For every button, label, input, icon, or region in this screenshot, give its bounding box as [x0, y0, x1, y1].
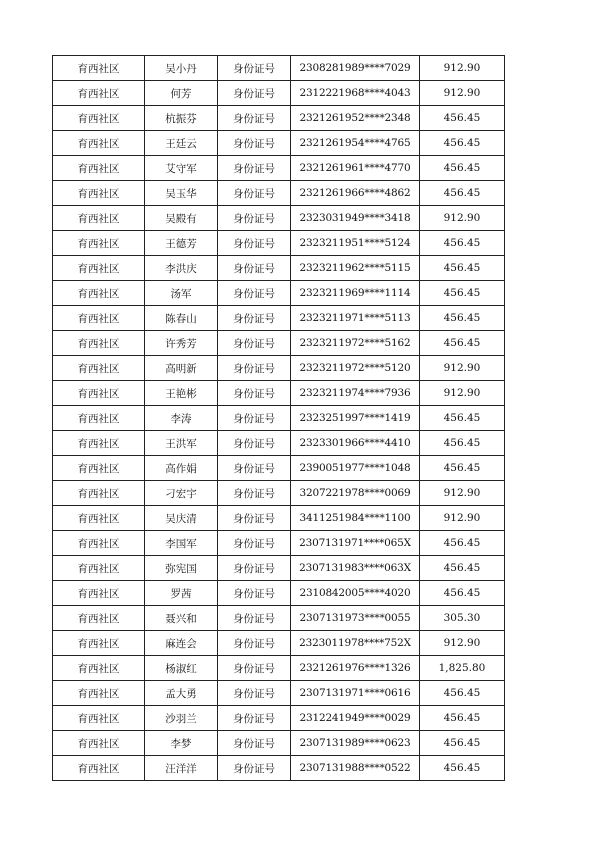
table-row	[53, 456, 505, 481]
amount-cell: 456.45	[420, 106, 505, 131]
table-row	[53, 181, 505, 206]
community-cell: 育西社区	[53, 606, 145, 631]
amount-cell: 912.90	[420, 631, 505, 656]
name-cell: 高作娟	[145, 456, 218, 481]
community-cell: 育西社区	[53, 681, 145, 706]
id-type-cell: 身份证号	[218, 81, 291, 106]
id-number-cell: 3207221978****0069	[291, 481, 420, 506]
id-type-cell: 身份证号	[218, 356, 291, 381]
name-cell: 吴庆清	[145, 506, 218, 531]
table-row	[53, 681, 505, 706]
table-row	[53, 81, 505, 106]
amount-cell: 456.45	[420, 556, 505, 581]
id-number-cell: 2323031949****3418	[291, 206, 420, 231]
amount-cell: 456.45	[420, 231, 505, 256]
community-cell: 育西社区	[53, 656, 145, 681]
id-number-cell: 2390051977****1048	[291, 456, 420, 481]
community-cell: 育西社区	[53, 106, 145, 131]
id-number-cell: 2323011978****752X	[291, 631, 420, 656]
amount-cell: 456.45	[420, 431, 505, 456]
name-cell: 王艳彬	[145, 381, 218, 406]
table-row	[53, 206, 505, 231]
community-cell: 育西社区	[53, 331, 145, 356]
table-row	[53, 706, 505, 731]
name-cell: 李洪庆	[145, 256, 218, 281]
table-row	[53, 631, 505, 656]
table-row	[53, 431, 505, 456]
id-number-cell: 2321261966****4862	[291, 181, 420, 206]
name-cell: 李梦	[145, 731, 218, 756]
name-cell: 孟大勇	[145, 681, 218, 706]
name-cell: 吴小丹	[145, 56, 218, 81]
id-number-cell: 2312221968****4043	[291, 81, 420, 106]
table-row	[53, 106, 505, 131]
amount-cell: 912.90	[420, 356, 505, 381]
table-row	[53, 531, 505, 556]
amount-cell: 456.45	[420, 281, 505, 306]
id-type-cell: 身份证号	[218, 131, 291, 156]
id-number-cell: 2307131971****065X	[291, 531, 420, 556]
table-row	[53, 356, 505, 381]
id-number-cell: 3411251984****1100	[291, 506, 420, 531]
roster-body	[53, 56, 505, 781]
name-cell: 王德芳	[145, 231, 218, 256]
id-type-cell: 身份证号	[218, 681, 291, 706]
table-row	[53, 281, 505, 306]
table-row	[53, 381, 505, 406]
community-cell: 育西社区	[53, 481, 145, 506]
id-type-cell: 身份证号	[218, 406, 291, 431]
name-cell: 李国军	[145, 531, 218, 556]
amount-cell: 456.45	[420, 581, 505, 606]
community-cell: 育西社区	[53, 231, 145, 256]
id-type-cell: 身份证号	[218, 431, 291, 456]
name-cell: 李涛	[145, 406, 218, 431]
table-row	[53, 481, 505, 506]
id-type-cell: 身份证号	[218, 481, 291, 506]
table-row	[53, 606, 505, 631]
name-cell: 吴玉华	[145, 181, 218, 206]
id-type-cell: 身份证号	[218, 531, 291, 556]
id-number-cell: 2321261961****4770	[291, 156, 420, 181]
id-number-cell: 2323211971****5113	[291, 306, 420, 331]
table-row	[53, 656, 505, 681]
name-cell: 许秀芳	[145, 331, 218, 356]
amount-cell: 456.45	[420, 331, 505, 356]
name-cell: 弥宪国	[145, 556, 218, 581]
name-cell: 何芳	[145, 81, 218, 106]
id-type-cell: 身份证号	[218, 456, 291, 481]
community-cell: 育西社区	[53, 181, 145, 206]
name-cell: 陈春山	[145, 306, 218, 331]
name-cell: 杨淑红	[145, 656, 218, 681]
id-type-cell: 身份证号	[218, 106, 291, 131]
table-row	[53, 156, 505, 181]
table-row	[53, 256, 505, 281]
id-number-cell: 2307131973****0055	[291, 606, 420, 631]
name-cell: 聂兴和	[145, 606, 218, 631]
table-row	[53, 56, 505, 81]
table-row	[53, 231, 505, 256]
id-number-cell: 2307131983****063X	[291, 556, 420, 581]
name-cell: 王洪军	[145, 431, 218, 456]
community-cell: 育西社区	[53, 506, 145, 531]
amount-cell: 912.90	[420, 206, 505, 231]
amount-cell: 1,825.80	[420, 656, 505, 681]
amount-cell: 456.45	[420, 156, 505, 181]
id-number-cell: 2323211974****7936	[291, 381, 420, 406]
community-cell: 育西社区	[53, 381, 145, 406]
id-number-cell: 2310842005****4020	[291, 581, 420, 606]
table-row	[53, 581, 505, 606]
community-cell: 育西社区	[53, 81, 145, 106]
id-number-cell: 2321261976****1326	[291, 656, 420, 681]
amount-cell: 456.45	[420, 406, 505, 431]
amount-cell: 456.45	[420, 756, 505, 781]
table-row	[53, 756, 505, 781]
id-number-cell: 2312241949****0029	[291, 706, 420, 731]
id-type-cell: 身份证号	[218, 556, 291, 581]
community-cell: 育西社区	[53, 406, 145, 431]
amount-cell: 305.30	[420, 606, 505, 631]
id-type-cell: 身份证号	[218, 756, 291, 781]
community-cell: 育西社区	[53, 631, 145, 656]
id-number-cell: 2323211969****1114	[291, 281, 420, 306]
id-type-cell: 身份证号	[218, 256, 291, 281]
community-cell: 育西社区	[53, 156, 145, 181]
table-row	[53, 131, 505, 156]
id-number-cell: 2323211972****5120	[291, 356, 420, 381]
id-type-cell: 身份证号	[218, 156, 291, 181]
id-number-cell: 2323211962****5115	[291, 256, 420, 281]
id-number-cell: 2308281989****7029	[291, 56, 420, 81]
amount-cell: 912.90	[420, 381, 505, 406]
table-row	[53, 331, 505, 356]
id-type-cell: 身份证号	[218, 306, 291, 331]
id-type-cell: 身份证号	[218, 581, 291, 606]
amount-cell: 456.45	[420, 706, 505, 731]
community-cell: 育西社区	[53, 756, 145, 781]
name-cell: 汤军	[145, 281, 218, 306]
name-cell: 吴殿有	[145, 206, 218, 231]
id-number-cell: 2307131989****0623	[291, 731, 420, 756]
id-type-cell: 身份证号	[218, 631, 291, 656]
table-row	[53, 731, 505, 756]
community-cell: 育西社区	[53, 531, 145, 556]
id-type-cell: 身份证号	[218, 181, 291, 206]
name-cell: 汪洋洋	[145, 756, 218, 781]
id-number-cell: 2323251997****1419	[291, 406, 420, 431]
id-type-cell: 身份证号	[218, 281, 291, 306]
amount-cell: 456.45	[420, 681, 505, 706]
community-cell: 育西社区	[53, 431, 145, 456]
name-cell: 高明新	[145, 356, 218, 381]
id-number-cell: 2323301966****4410	[291, 431, 420, 456]
id-number-cell: 2307131971****0616	[291, 681, 420, 706]
amount-cell: 456.45	[420, 306, 505, 331]
id-type-cell: 身份证号	[218, 506, 291, 531]
id-type-cell: 身份证号	[218, 331, 291, 356]
id-type-cell: 身份证号	[218, 231, 291, 256]
name-cell: 刁宏宇	[145, 481, 218, 506]
amount-cell: 456.45	[420, 181, 505, 206]
community-cell: 育西社区	[53, 356, 145, 381]
community-cell: 育西社区	[53, 556, 145, 581]
name-cell: 艾守军	[145, 156, 218, 181]
roster-table	[52, 55, 505, 781]
id-number-cell: 2323211951****5124	[291, 231, 420, 256]
name-cell: 麻连会	[145, 631, 218, 656]
id-number-cell: 2321261952****2348	[291, 106, 420, 131]
id-type-cell: 身份证号	[218, 706, 291, 731]
community-cell: 育西社区	[53, 456, 145, 481]
amount-cell: 912.90	[420, 506, 505, 531]
id-type-cell: 身份证号	[218, 656, 291, 681]
id-type-cell: 身份证号	[218, 731, 291, 756]
amount-cell: 912.90	[420, 56, 505, 81]
id-type-cell: 身份证号	[218, 381, 291, 406]
community-cell: 育西社区	[53, 706, 145, 731]
community-cell: 育西社区	[53, 206, 145, 231]
name-cell: 沙羽兰	[145, 706, 218, 731]
table-row	[53, 506, 505, 531]
id-number-cell: 2323211972****5162	[291, 331, 420, 356]
community-cell: 育西社区	[53, 306, 145, 331]
amount-cell: 456.45	[420, 131, 505, 156]
id-number-cell: 2307131988****0522	[291, 756, 420, 781]
id-type-cell: 身份证号	[218, 606, 291, 631]
community-cell: 育西社区	[53, 56, 145, 81]
id-type-cell: 身份证号	[218, 56, 291, 81]
table-row	[53, 406, 505, 431]
name-cell: 杭振芬	[145, 106, 218, 131]
community-cell: 育西社区	[53, 731, 145, 756]
community-cell: 育西社区	[53, 581, 145, 606]
table-row	[53, 556, 505, 581]
id-number-cell: 2321261954****4765	[291, 131, 420, 156]
amount-cell: 912.90	[420, 81, 505, 106]
id-type-cell: 身份证号	[218, 206, 291, 231]
community-cell: 育西社区	[53, 256, 145, 281]
name-cell: 王廷云	[145, 131, 218, 156]
amount-cell: 456.45	[420, 731, 505, 756]
amount-cell: 456.45	[420, 456, 505, 481]
table-row	[53, 306, 505, 331]
amount-cell: 912.90	[420, 481, 505, 506]
community-cell: 育西社区	[53, 131, 145, 156]
name-cell: 罗茜	[145, 581, 218, 606]
amount-cell: 456.45	[420, 256, 505, 281]
amount-cell: 456.45	[420, 531, 505, 556]
community-cell: 育西社区	[53, 281, 145, 306]
